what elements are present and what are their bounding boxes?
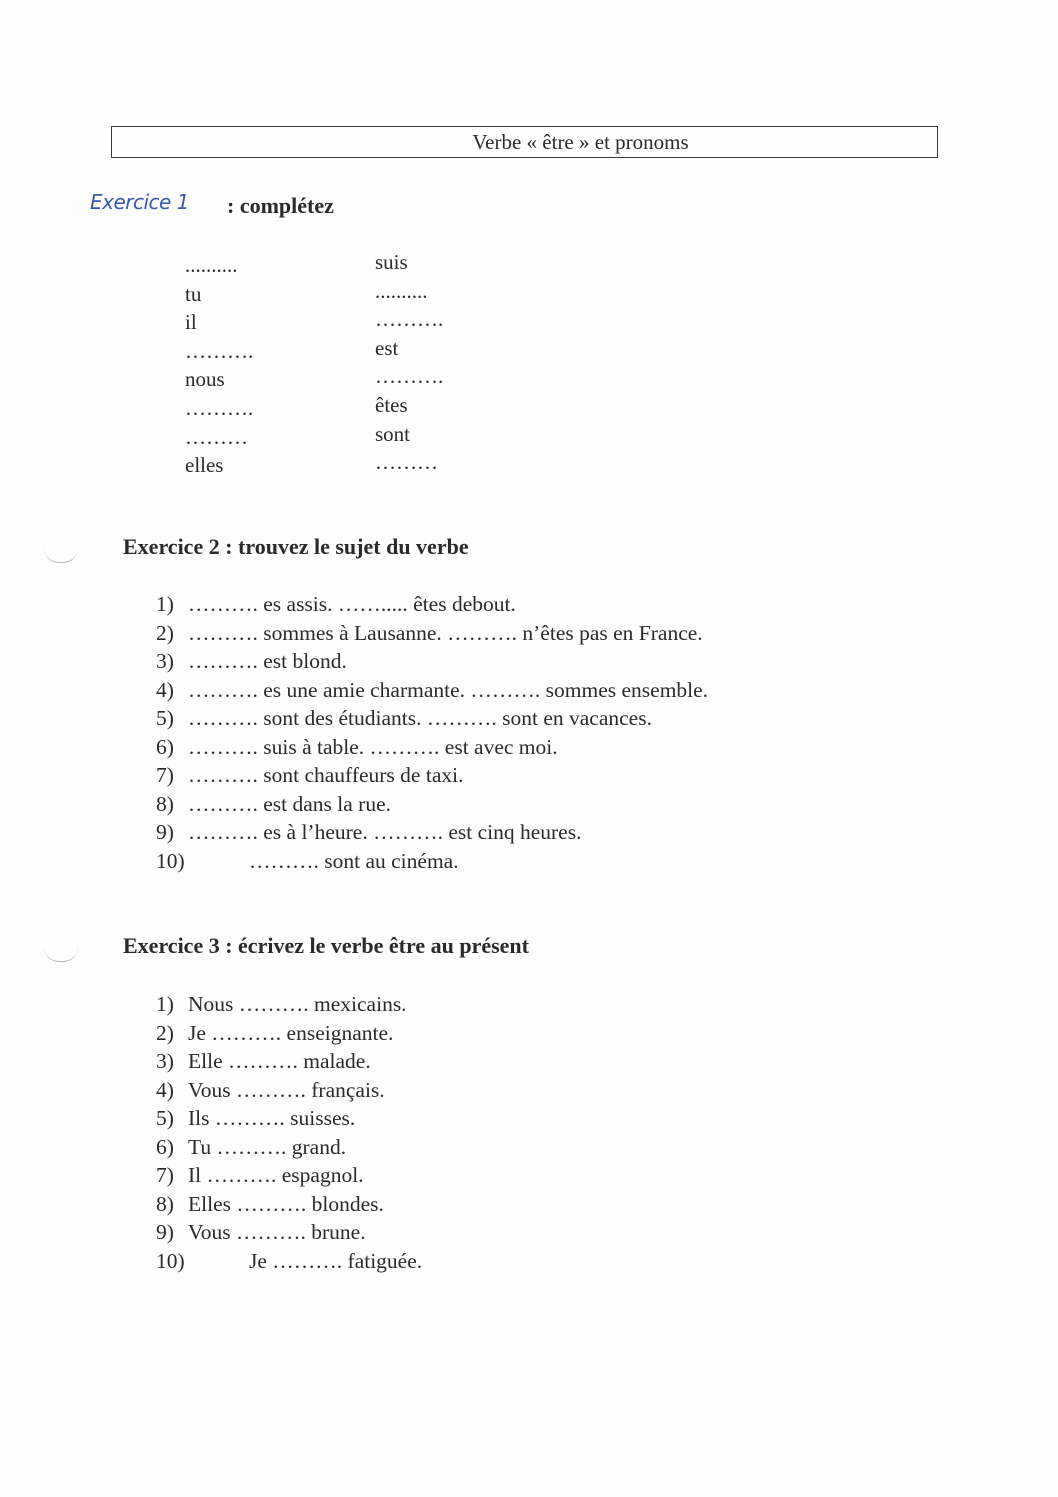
handwritten-exercise-label: Exercice 1: [90, 190, 189, 214]
item-text: Nous ………. mexicains.: [188, 992, 407, 1016]
document-title: Verbe « être » et pronoms: [472, 130, 689, 154]
item-text: ………. suis à table. ………. est avec moi.: [188, 734, 558, 759]
item-number: 5): [156, 706, 174, 730]
item-text: ………. es à l’heure. ………. est cinq heures.: [188, 820, 582, 844]
pronoun-cell: tu: [185, 281, 202, 306]
item-text: ………. sont des étudiants. ………. sont en vacances.: [188, 706, 652, 730]
item-number: 8): [156, 791, 174, 816]
verb-column: [375, 248, 443, 477]
verb-cell: sont: [375, 421, 411, 446]
pronoun-cell: elles: [185, 453, 224, 478]
item-number: 6): [156, 734, 174, 759]
pronoun-cell: ..........: [185, 253, 238, 277]
punch-hole-mark: [44, 548, 78, 563]
item-number: 6): [156, 1134, 174, 1159]
item-text: Vous ………. français.: [188, 1077, 385, 1102]
item-number: 1): [156, 592, 174, 616]
exercise3-heading: Exercice 3 : écrivez le verbe être au présent: [123, 933, 529, 958]
item-text: ………. sont chauffeurs de taxi.: [188, 763, 464, 787]
exercise2-heading: Exercice 2 : trouvez le sujet du verbe: [123, 534, 469, 559]
item-text: ………. sont au cinéma.: [249, 848, 459, 873]
item-number: 3): [156, 1049, 174, 1073]
item-text: Je ………. fatiguée.: [249, 1248, 423, 1273]
item-text: ………. sommes à Lausanne. ………. n’êtes pas en France.: [188, 620, 703, 645]
item-number: 7): [156, 763, 174, 787]
pronoun-cell: ……….: [185, 395, 254, 420]
verb-cell: est: [375, 335, 399, 360]
item-number: 4): [156, 1077, 174, 1102]
item-text: ………. est dans la rue.: [188, 791, 392, 816]
pronoun-cell: ……….: [185, 338, 254, 363]
verb-cell: êtes: [375, 392, 408, 417]
pronoun-column: [185, 251, 253, 480]
item-number: 10): [156, 1248, 185, 1273]
title-box: [111, 126, 938, 158]
item-text: Elles ………. blondes.: [188, 1191, 384, 1216]
item-text: ………. es une amie charmante. ………. sommes ensemble.: [188, 677, 709, 702]
item-text: Il ………. espagnol.: [188, 1163, 364, 1187]
item-text: ………. es assis. ……..... êtes debout.: [188, 592, 516, 616]
verb-cell: ……….: [375, 364, 444, 389]
item-text: ………. est blond.: [188, 649, 347, 673]
item-number: 5): [156, 1106, 174, 1130]
item-text: Tu ………. grand.: [188, 1134, 347, 1159]
pronoun-cell: il: [185, 310, 197, 335]
item-number: 2): [156, 620, 174, 645]
item-number: 9): [156, 1220, 174, 1244]
item-text: Vous ………. brune.: [188, 1220, 366, 1244]
item-number: 8): [156, 1191, 174, 1216]
item-number: 3): [156, 649, 174, 673]
verb-cell: ………: [375, 450, 438, 475]
item-text: Ils ………. suisses.: [188, 1106, 356, 1130]
item-text: Je ………. enseignante.: [188, 1020, 394, 1045]
pronoun-cell: ………: [185, 424, 248, 449]
item-number: 10): [156, 848, 185, 873]
verb-cell: suis: [375, 250, 408, 274]
verb-cell: ……….: [375, 307, 444, 332]
punch-hole-mark: [44, 947, 78, 962]
item-text: Elle ………. malade.: [188, 1049, 371, 1073]
verb-cell: ..........: [375, 278, 428, 303]
pronoun-cell: nous: [185, 367, 225, 392]
item-number: 9): [156, 820, 174, 844]
item-number: 1): [156, 992, 174, 1016]
item-number: 4): [156, 677, 174, 702]
item-number: 7): [156, 1163, 174, 1187]
item-number: 2): [156, 1020, 174, 1045]
exercise1-heading: : complétez: [227, 193, 334, 218]
